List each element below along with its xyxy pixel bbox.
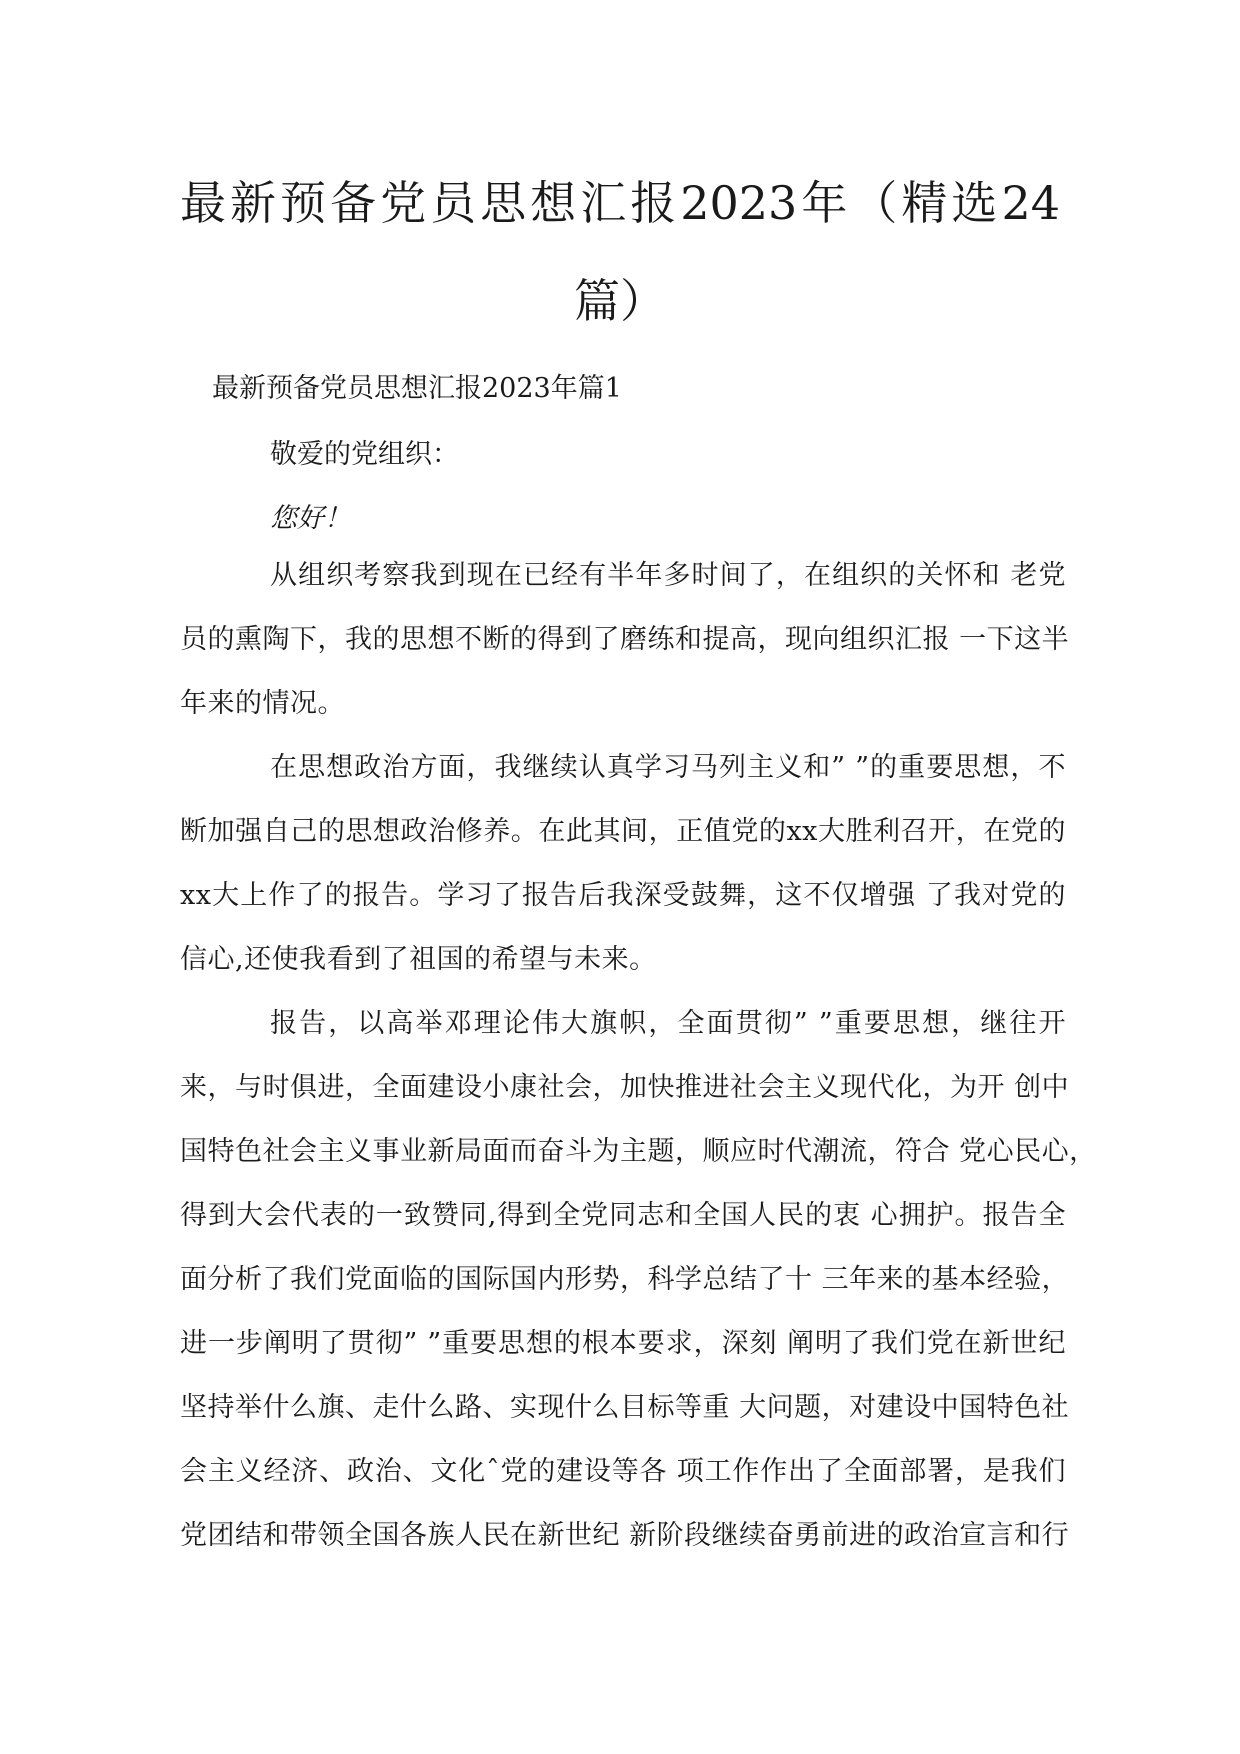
paragraph-3-line-6: 进一步阐明了贯彻” ”重要思想的根本要求，深刻 阐明了我们党在新世纪	[180, 1328, 1066, 1359]
paragraph-3-line-8: 会主义经济、政治、文化ˆ党的建设等各 项工作作出了全面部署，是我们	[180, 1456, 1066, 1487]
paragraph-2-line-1: 在思想政治方面，我继续认真学习马列主义和” ”的重要思想，不	[270, 752, 1066, 783]
greeting: 您好！	[270, 503, 351, 534]
paragraph-3-line-1: 报告，以高举邓理论伟大旗帜，全面贯彻” ”重要思想，继往开	[270, 1008, 1066, 1039]
paragraph-3-line-4: 得到大会代表的一致赞同,得到全党同志和全国人民的衷 心拥护。报告全	[180, 1200, 1066, 1231]
paragraph-2-line-3: xx大上作了的报告。学习了报告后我深受鼓舞，这不仅增强 了我对党的	[180, 880, 1066, 911]
paragraph-2-line-4: 信心,还使我看到了祖国的希望与未来。	[180, 944, 657, 975]
salutation: 敬爱的党组织：	[270, 439, 459, 470]
paragraph-1-line-3: 年来的情况。	[180, 688, 345, 719]
paragraph-3-line-3: 国特色社会主义事业新局面而奋斗为主题，顺应时代潮流，符合 党心民心，	[180, 1136, 1097, 1167]
paragraph-3-line-7: 坚持举什么旗、走什么路、实现什么目标等重 大问题，对建设中国特色社	[180, 1392, 1070, 1423]
paragraph-3-line-5: 面分析了我们党面临的国际国内形势，科学总结了十 三年来的基本经验，	[180, 1264, 1070, 1295]
paragraph-3-line-2: 来，与时俱进，全面建设小康社会，加快推进社会主义现代化，为开 创中	[180, 1072, 1070, 1103]
document-title-line-2: 篇）	[574, 274, 666, 328]
paragraph-1-line-2: 员的熏陶下，我的思想不断的得到了磨练和提高，现向组织汇报 一下这半	[180, 624, 1070, 655]
paragraph-2-line-2: 断加强自己的思想政治修养。在此其间，正值党的xx大胜利召开，在党的	[180, 816, 1066, 847]
section-heading: 最新预备党员思想汇报2023年篇1	[212, 373, 622, 404]
paragraph-1-line-1: 从组织考察我到现在已经有半年多时间了，在组织的关怀和 老党	[270, 560, 1066, 591]
document-title-line-1: 最新预备党员思想汇报2023年（精选24	[180, 176, 1060, 230]
paragraph-3-line-9: 党团结和带领全国各族人民在新世纪 新阶段继续奋勇前进的政治宣言和行	[180, 1520, 1070, 1551]
